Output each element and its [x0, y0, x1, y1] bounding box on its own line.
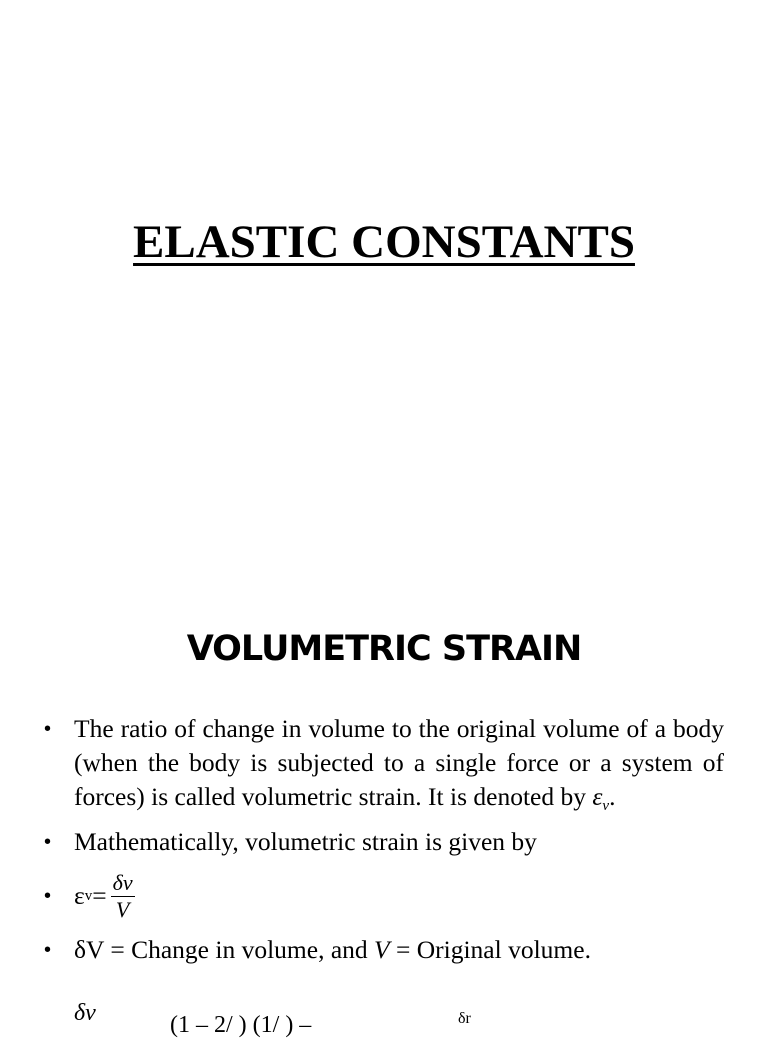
cut-off-numerator: δv — [74, 1000, 96, 1026]
volume-variable: V — [374, 935, 390, 964]
cut-off-fraction-top: δr — [458, 1010, 471, 1027]
slide-title-text: ELASTIC CONSTANTS — [133, 216, 635, 268]
list-item-mathematically — [44, 825, 724, 859]
cut-off-expression: (1 – 2/ ) (1/ ) – — [170, 1012, 312, 1038]
definition-end: . — [609, 782, 616, 811]
definition-text: The ratio of change in volume to the original volume of a body (when the body is subjected to a single force or a system of forces) is called volumetric strain. It is denoted by — [74, 714, 724, 811]
original-volume-text: = Original volume. — [389, 935, 591, 964]
mathematically-text: Mathematically, volumetric strain is given by — [74, 827, 537, 856]
section-heading: VOLUMETRIC STRAIN — [186, 629, 582, 669]
formula-lhs: ε — [74, 881, 85, 910]
formula-equals: = — [92, 881, 107, 910]
bullet-dot: • — [44, 885, 52, 907]
slide-title — [0, 212, 768, 272]
strain-symbol-subscript: v — [602, 798, 610, 814]
list-item-definitions — [44, 933, 724, 967]
bullet-dot: • — [44, 718, 52, 740]
list-item-definition — [44, 712, 724, 823]
change-volume-text: δV = Change in volume, and — [74, 935, 375, 964]
list-item-formula — [44, 861, 724, 931]
bullet-dot: • — [44, 831, 52, 853]
bullet-dot: • — [44, 939, 52, 961]
formula-fraction — [111, 870, 135, 923]
strain-symbol: ε — [592, 782, 603, 811]
bullet-list — [44, 712, 724, 969]
formula-lhs-subscript: v — [84, 888, 93, 904]
fraction-numerator: δv — [112, 869, 133, 895]
cut-off-equation — [74, 1000, 734, 1038]
fraction-denominator: V — [115, 896, 130, 922]
